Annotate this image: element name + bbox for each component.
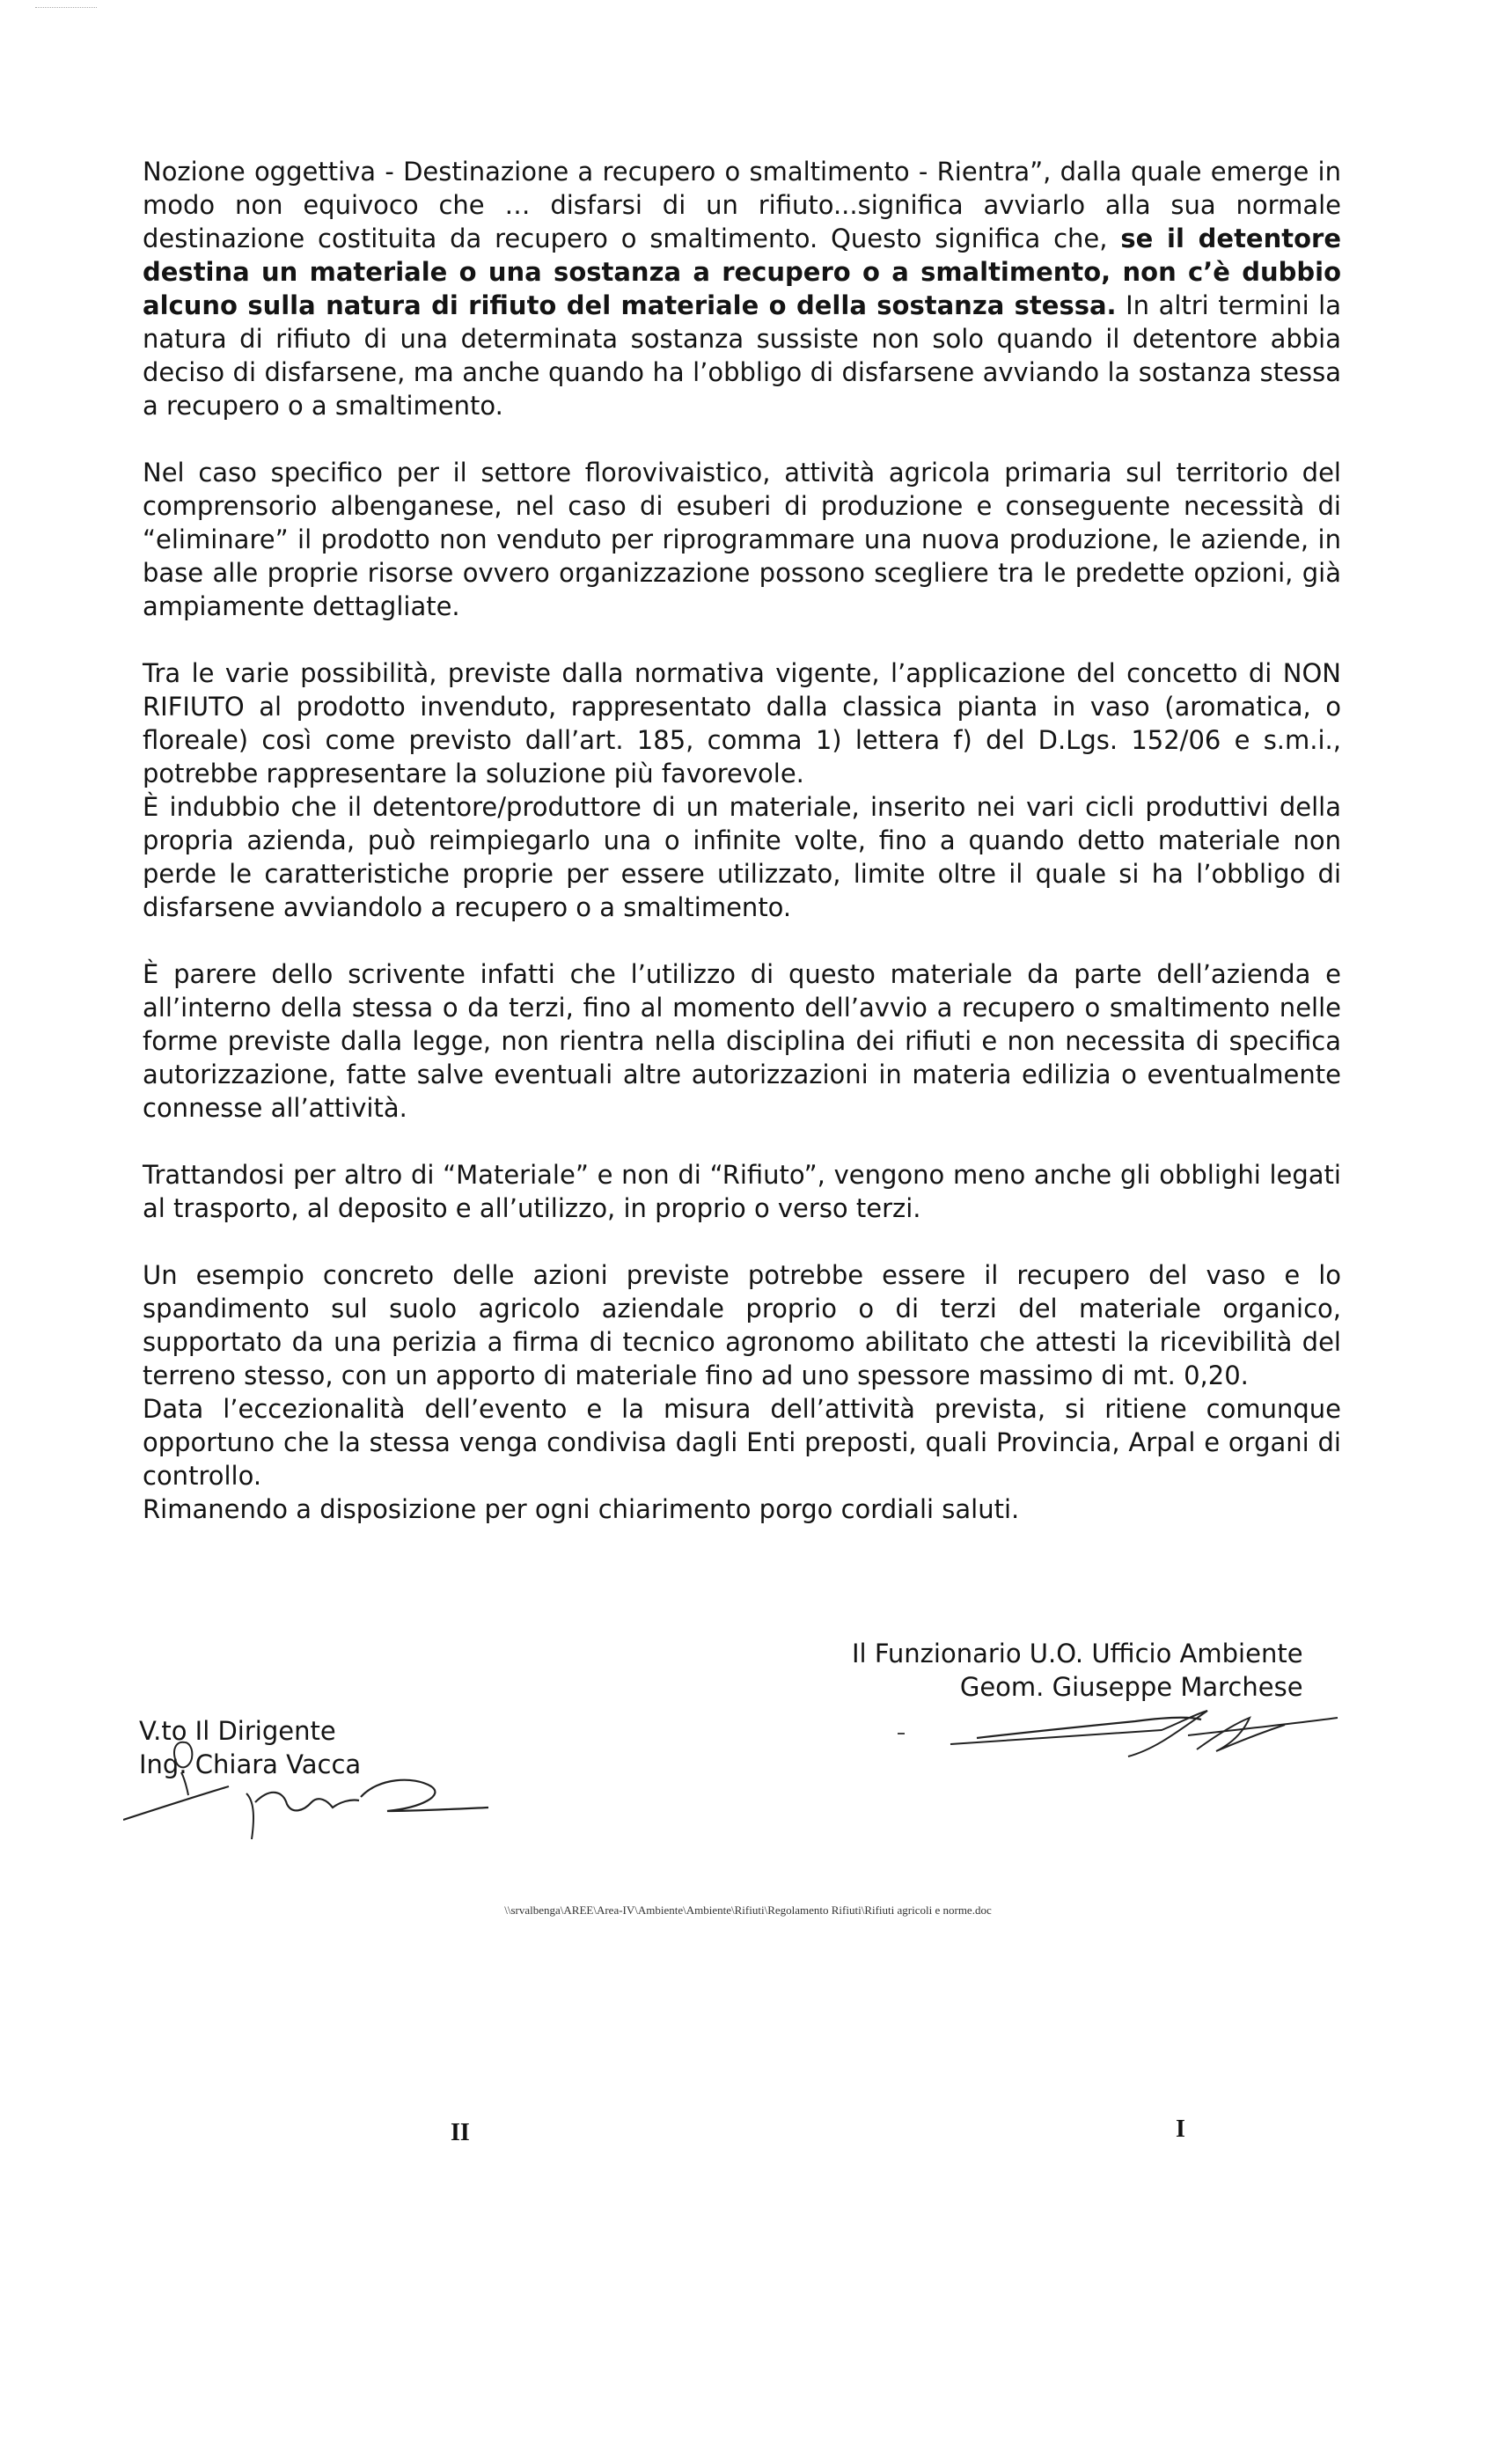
handwritten-signature-vacca (123, 1716, 502, 1848)
paragraph (143, 456, 1341, 623)
text-segment: È indubbio che il detentore/produttore di un materiale, inserito nei vari cicli produttivi della propria azienda, può reimpiegarlo una o infinite volte, fino a quando detto materiale non perde le caratteristiche proprie per essere utilizzato, limite oltre il quale si ha l’obbligo di disfarsene avviandolo a recupero o a smaltimento. (143, 792, 1341, 922)
paragraph (143, 1492, 1341, 1526)
signature-block-funzionario (852, 1637, 1303, 1704)
letter-body (143, 155, 1341, 1526)
signatory-name: Ing. Chiara Vacca (139, 1749, 362, 1779)
signatory-name: Geom. Giuseppe Marchese (959, 1672, 1303, 1702)
paragraph (143, 790, 1341, 924)
page-mark-right: I (1176, 2116, 1185, 2143)
file-path-footer: \\srvalbenga\AREE\Area-IV\Ambiente\Ambiente\Rifiuti\Regolamento Rifiuti\Rifiuti agricoli e norme.doc (504, 1903, 992, 1917)
text-segment: Rimanendo a disposizione per ogni chiarimento porgo cordiali saluti. (143, 1494, 1020, 1524)
page-mark-left: II (451, 2119, 470, 2146)
signatory-role: Il Funzionario U.O. Ufficio Ambiente (852, 1639, 1303, 1668)
bold-text-segment: se il detentore destina un materiale o una sostanza a recupero o a smaltimento, non c’è dubbio alcuno sulla natura di rifiuto del materiale o della sostanza stessa. (143, 224, 1341, 320)
paragraph (143, 1158, 1341, 1225)
scan-artifact (35, 7, 97, 10)
paragraph (143, 957, 1341, 1125)
text-segment: È parere dello scrivente infatti che l’utilizzo di questo materiale da parte dell’azienda e all’interno della stessa o da terzi, fino al momento dell’avvio a recupero o smaltimento nelle forme previste dalla legge, non rientra nella disciplina dei rifiuti e non necessita di specifica autorizzazione, fatte salve eventuali altre autorizzazioni in materia edilizia o eventualmente connesse all’attività. (143, 959, 1341, 1123)
signatory-role: V.to Il Dirigente (139, 1716, 336, 1746)
text-segment: Data l’eccezionalità dell’evento e la misura dell’attività prevista, si ritiene comunque opportuno che la stessa venga condivisa dagli Enti preposti, quali Provincia, Arpal e organi di controllo. (143, 1394, 1341, 1491)
handwritten-signature-marchese (898, 1698, 1355, 1769)
paragraph (143, 1258, 1341, 1392)
text-segment: Un esempio concreto delle azioni previste potrebbe essere il recupero del vaso e lo spandimento sul suolo agricolo aziendale proprio o di terzi del materiale organico, supportato da una perizia a firma di tecnico agronomo abilitato che attesti la ricevibilità del terreno stesso, con un apporto di materiale fino ad uno spessore massimo di mt. 0,20. (143, 1260, 1341, 1390)
paragraph (143, 656, 1341, 790)
text-segment: Trattandosi per altro di “Materiale” e non di “Rifiuto”, vengono meno anche gli obblighi legati al trasporto, al deposito e all’utilizzo, in proprio o verso terzi. (143, 1160, 1341, 1223)
text-segment: Nozione oggettiva - Destinazione a recupero o smaltimento - Rientra”, dalla quale emerge in modo non equivoco che … disfarsi di un rifiuto...significa avviarlo alla sua normale destinazione costituita da recupero o smaltimento. Questo significa che, (143, 157, 1341, 253)
text-segment: Nel caso specifico per il settore florovivaistico, attività agricola primaria sul territorio del comprensorio albenganese, nel caso di esuberi di produzione e conseguente necessità di “eliminare” il prodotto non venduto per riprogrammare una nuova produzione, le aziende, in base alle proprie risorse ovvero organizzazione possono scegliere tra le predette opzioni, già ampiamente dettagliate. (143, 458, 1341, 621)
text-segment: Tra le varie possibilità, previste dalla normativa vigente, l’applicazione del concetto di NON RIFIUTO al prodotto invenduto, rappresentato dalla classica pianta in vaso (aromatica, o floreale) così come previsto dall’art. 185, comma 1) lettera f) del D.Lgs. 152/06 e s.m.i., potrebbe rappresentare la soluzione più favorevole. (143, 658, 1341, 788)
text-segment: In altri termini la natura di rifiuto di una determinata sostanza sussiste non solo quando il detentore abbia deciso di disfarsene, ma anche quando ha l’obbligo di disfarsene avviando la sostanza stessa a recupero o a smaltimento. (143, 290, 1341, 421)
paragraph (143, 1392, 1341, 1492)
paragraph (143, 155, 1341, 422)
